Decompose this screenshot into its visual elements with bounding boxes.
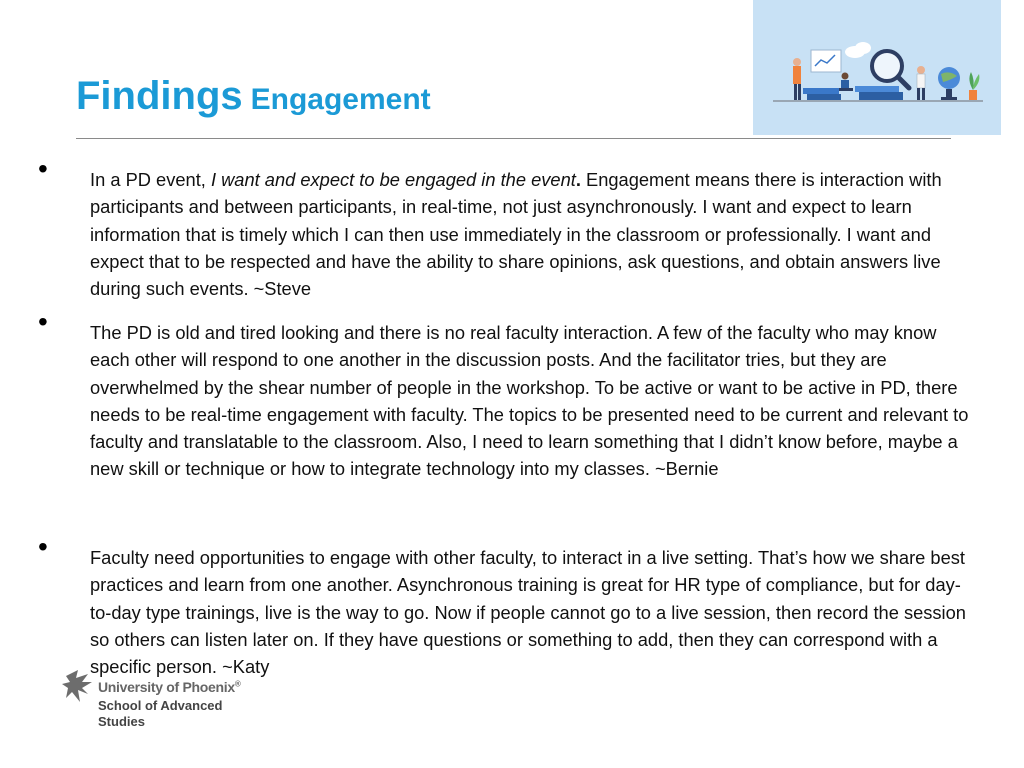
quote-steve	[90, 166, 970, 302]
bullet-marker-3: •	[38, 531, 48, 562]
title-divider	[76, 138, 951, 139]
title-main: Findings	[76, 74, 243, 118]
university-logo	[62, 668, 262, 732]
quote-katy-text: Faculty need opportunities to engage with other faculty, to interact in a live setting. That’s how we share best practices and learn from one another. Asynchronous training is great for HR type of compliance, but for day-to-day type trainings, live is the way to go. Now if people cannot go to a live session, then record the session so others can listen later on. If they have questions or something to add, then they can correspond with a specific person. ~Katy	[90, 547, 966, 678]
quote-steve-period: .	[575, 169, 581, 190]
logo-school-name: School of Advanced Studies	[98, 698, 223, 729]
logo-university-text: University of Phoenix	[98, 679, 235, 695]
quote-bernie	[90, 319, 970, 483]
quote-steve-run-1: In a PD event,	[90, 169, 211, 190]
bullet-marker-2: •	[38, 306, 48, 337]
slide-title	[76, 74, 431, 119]
quote-katy	[90, 544, 970, 680]
title-sub: Engagement	[250, 83, 431, 116]
phoenix-logo-icon	[62, 668, 96, 708]
header-illustration	[753, 0, 1001, 135]
people-research-illustration	[753, 0, 1001, 135]
quote-steve-emphasis: I want and expect to be engaged in the event	[210, 169, 576, 190]
bullet-marker-1: •	[38, 153, 48, 184]
logo-university-name	[98, 679, 240, 695]
quote-bernie-text: The PD is old and tired looking and there is no real faculty interaction. A few of the faculty who may know each other will respond to one another in the discussion posts. And the facilitator tries, but they are overwhelmed by the shear number of people in the workshop. To be active or want to be active in PD, there needs to be real-time engagement with faculty. The topics to be presented need to be current and relevant to faculty and translatable to the classroom. Also, I need to learn something that I didn’t know before, maybe a new skill or technique or how to integrate technology into my classes. ~Bernie	[90, 322, 969, 480]
logo-trademark: ®	[234, 679, 241, 689]
quote-steve-run-2: Engagement means there is interaction with participants and between participants, in real-time, not just asynchronously. I want and expect to learn information that is timely which I can then use immediately in the classroom or professionally. I want and expect that to be respected and have the ability to share opinions, ask questions, and obtain answers live during such events. ~Steve	[90, 169, 942, 300]
